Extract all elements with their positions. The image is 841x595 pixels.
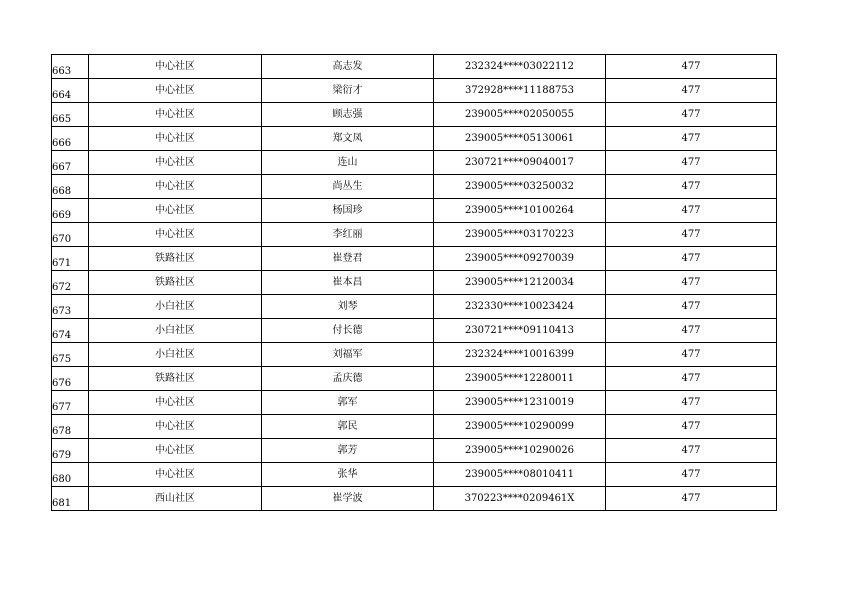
name-cell: 刘琴 xyxy=(262,295,434,319)
amount-cell: 477 xyxy=(606,223,777,247)
amount-cell: 477 xyxy=(606,295,777,319)
id-number-cell: 370223****0209461X xyxy=(434,487,606,511)
table-row xyxy=(52,223,777,247)
id-number-cell: 232324****03022112 xyxy=(434,55,606,79)
id-number-cell: 230721****09110413 xyxy=(434,319,606,343)
id-number-cell: 239005****10100264 xyxy=(434,199,606,223)
table-row xyxy=(52,319,777,343)
amount-cell: 477 xyxy=(606,439,777,463)
row-index-cell: 664 xyxy=(52,79,89,103)
table-row xyxy=(52,55,777,79)
name-cell: 高志发 xyxy=(262,55,434,79)
row-index-cell: 677 xyxy=(52,391,89,415)
table-row xyxy=(52,295,777,319)
row-index-cell: 663 xyxy=(52,55,89,79)
row-index-cell: 674 xyxy=(52,319,89,343)
name-cell: 梁衍才 xyxy=(262,79,434,103)
amount-cell: 477 xyxy=(606,391,777,415)
table-row xyxy=(52,127,777,151)
amount-cell: 477 xyxy=(606,271,777,295)
row-index-cell: 681 xyxy=(52,487,89,511)
name-cell: 崔登君 xyxy=(262,247,434,271)
table-body xyxy=(52,55,777,511)
table-row xyxy=(52,367,777,391)
table-row xyxy=(52,271,777,295)
amount-cell: 477 xyxy=(606,487,777,511)
amount-cell: 477 xyxy=(606,247,777,271)
community-cell: 中心社区 xyxy=(89,103,262,127)
id-number-cell: 239005****05130061 xyxy=(434,127,606,151)
id-number-cell: 239005****08010411 xyxy=(434,463,606,487)
table-row xyxy=(52,79,777,103)
amount-cell: 477 xyxy=(606,319,777,343)
row-index-cell: 673 xyxy=(52,295,89,319)
amount-cell: 477 xyxy=(606,343,777,367)
id-number-cell: 239005****12120034 xyxy=(434,271,606,295)
community-cell: 中心社区 xyxy=(89,415,262,439)
table-row xyxy=(52,439,777,463)
name-cell: 郭民 xyxy=(262,415,434,439)
community-cell: 中心社区 xyxy=(89,151,262,175)
id-number-cell: 239005****03250032 xyxy=(434,175,606,199)
name-cell: 张华 xyxy=(262,463,434,487)
community-cell: 中心社区 xyxy=(89,463,262,487)
amount-cell: 477 xyxy=(606,367,777,391)
row-index-cell: 679 xyxy=(52,439,89,463)
community-cell: 中心社区 xyxy=(89,55,262,79)
community-cell: 铁路社区 xyxy=(89,271,262,295)
table-row xyxy=(52,343,777,367)
community-cell: 中心社区 xyxy=(89,223,262,247)
table-row xyxy=(52,103,777,127)
name-cell: 杨国珍 xyxy=(262,199,434,223)
amount-cell: 477 xyxy=(606,175,777,199)
id-number-cell: 372928****11188753 xyxy=(434,79,606,103)
community-cell: 小白社区 xyxy=(89,295,262,319)
row-index-cell: 675 xyxy=(52,343,89,367)
table-row xyxy=(52,391,777,415)
name-cell: 崔本昌 xyxy=(262,271,434,295)
name-cell: 付长德 xyxy=(262,319,434,343)
table-row xyxy=(52,487,777,511)
row-index-cell: 668 xyxy=(52,175,89,199)
id-number-cell: 239005****10290026 xyxy=(434,439,606,463)
id-number-cell: 232324****10016399 xyxy=(434,343,606,367)
name-cell: 郑文凤 xyxy=(262,127,434,151)
row-index-cell: 672 xyxy=(52,271,89,295)
community-cell: 中心社区 xyxy=(89,439,262,463)
amount-cell: 477 xyxy=(606,151,777,175)
table-row xyxy=(52,175,777,199)
id-number-cell: 239005****10290099 xyxy=(434,415,606,439)
table-row xyxy=(52,463,777,487)
row-index-cell: 670 xyxy=(52,223,89,247)
community-cell: 中心社区 xyxy=(89,127,262,151)
id-number-cell: 232330****10023424 xyxy=(434,295,606,319)
community-cell: 中心社区 xyxy=(89,391,262,415)
name-cell: 李红丽 xyxy=(262,223,434,247)
row-index-cell: 671 xyxy=(52,247,89,271)
name-cell: 尚丛生 xyxy=(262,175,434,199)
row-index-cell: 676 xyxy=(52,367,89,391)
table-row xyxy=(52,199,777,223)
community-cell: 中心社区 xyxy=(89,175,262,199)
row-index-cell: 665 xyxy=(52,103,89,127)
name-cell: 顾志强 xyxy=(262,103,434,127)
id-number-cell: 239005****02050055 xyxy=(434,103,606,127)
community-cell: 小白社区 xyxy=(89,319,262,343)
amount-cell: 477 xyxy=(606,415,777,439)
row-index-cell: 667 xyxy=(52,151,89,175)
community-cell: 中心社区 xyxy=(89,199,262,223)
table-row xyxy=(52,415,777,439)
row-index-cell: 678 xyxy=(52,415,89,439)
name-cell: 郭军 xyxy=(262,391,434,415)
id-number-cell: 239005****12280011 xyxy=(434,367,606,391)
community-cell: 中心社区 xyxy=(89,79,262,103)
name-cell: 郭芳 xyxy=(262,439,434,463)
community-cell: 小白社区 xyxy=(89,343,262,367)
amount-cell: 477 xyxy=(606,127,777,151)
name-cell: 连山 xyxy=(262,151,434,175)
id-number-cell: 239005****09270039 xyxy=(434,247,606,271)
name-cell: 崔学波 xyxy=(262,487,434,511)
amount-cell: 477 xyxy=(606,463,777,487)
id-number-cell: 239005****12310019 xyxy=(434,391,606,415)
name-cell: 孟庆德 xyxy=(262,367,434,391)
id-number-cell: 230721****09040017 xyxy=(434,151,606,175)
id-number-cell: 239005****03170223 xyxy=(434,223,606,247)
amount-cell: 477 xyxy=(606,55,777,79)
row-index-cell: 669 xyxy=(52,199,89,223)
amount-cell: 477 xyxy=(606,199,777,223)
amount-cell: 477 xyxy=(606,79,777,103)
community-cell: 铁路社区 xyxy=(89,367,262,391)
community-cell: 铁路社区 xyxy=(89,247,262,271)
amount-cell: 477 xyxy=(606,103,777,127)
table-row xyxy=(52,151,777,175)
table-row xyxy=(52,247,777,271)
name-cell: 刘福军 xyxy=(262,343,434,367)
data-table xyxy=(51,54,777,511)
community-cell: 西山社区 xyxy=(89,487,262,511)
row-index-cell: 680 xyxy=(52,463,89,487)
row-index-cell: 666 xyxy=(52,127,89,151)
